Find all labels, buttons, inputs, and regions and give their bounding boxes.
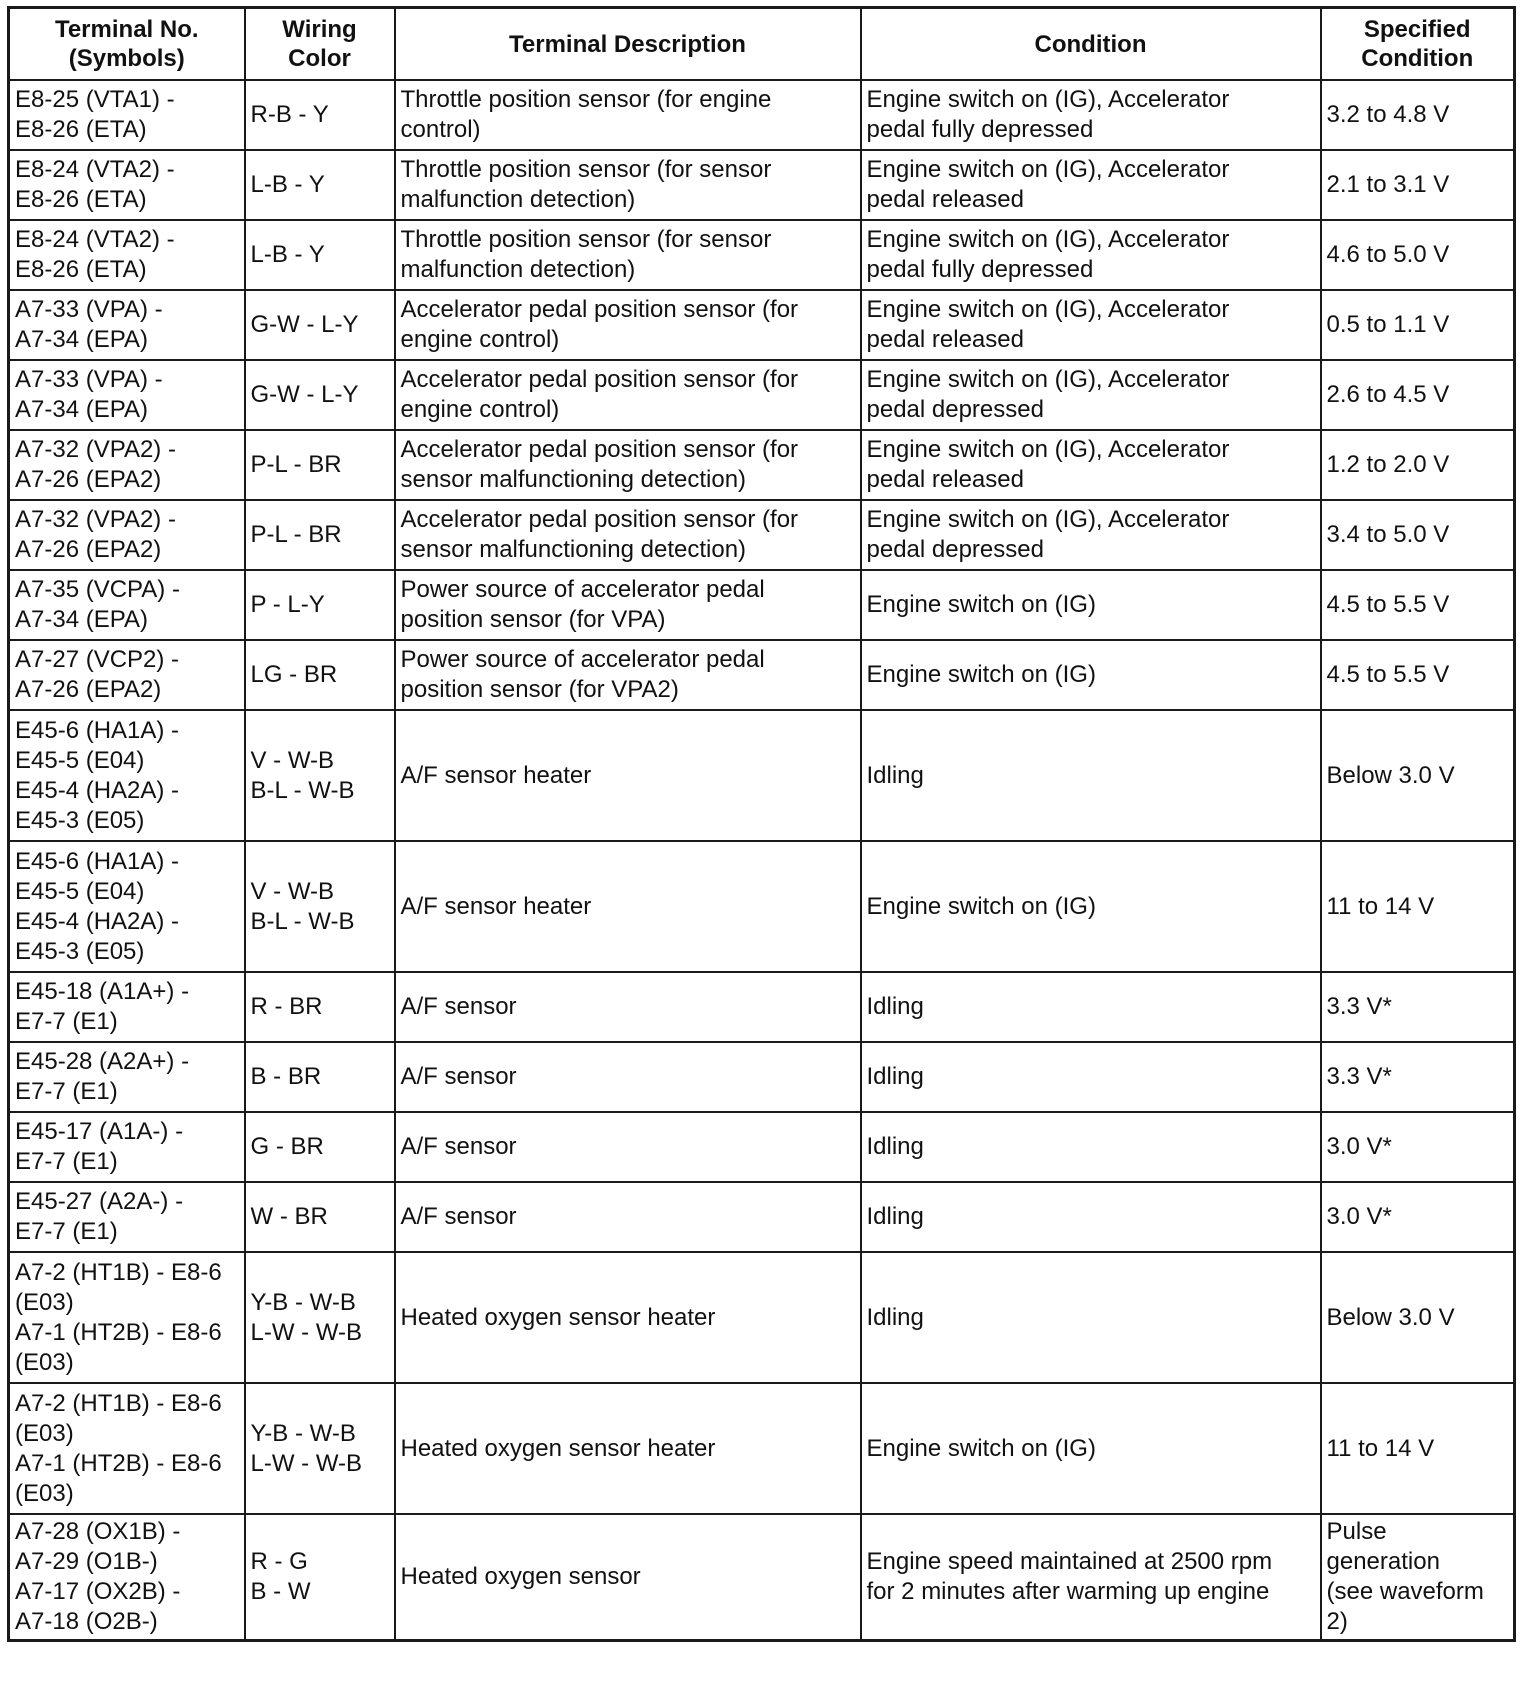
cell-specified: 4.5 to 5.5 V [1321,570,1515,640]
cell-specified: 3.0 V* [1321,1182,1515,1252]
cell-terminal: E8-25 (VTA1) - E8-26 (ETA) [9,80,245,150]
cell-description: Throttle position sensor (for sensor malfunction detection) [395,150,861,220]
cell-condition: Engine switch on (IG), Accelerator pedal fully depressed [861,80,1321,150]
cell-description: Heated oxygen sensor heater [395,1252,861,1383]
table-row [9,220,1515,290]
cell-condition: Engine switch on (IG) [861,1383,1321,1514]
table-row [9,430,1515,500]
cell-wiring: R - G B - W [245,1514,395,1641]
cell-specified: 2.6 to 4.5 V [1321,360,1515,430]
cell-description: Power source of accelerator pedal position sensor (for VPA) [395,570,861,640]
cell-wiring: Y-B - W-B L-W - W-B [245,1252,395,1383]
cell-description: Accelerator pedal position sensor (for engine control) [395,290,861,360]
header-terminal-description: Terminal Description [395,8,861,81]
cell-description: A/F sensor heater [395,841,861,972]
cell-terminal: E8-24 (VTA2) - E8-26 (ETA) [9,220,245,290]
cell-wiring: V - W-B B-L - W-B [245,841,395,972]
table-row [9,710,1515,841]
cell-specified: 1.2 to 2.0 V [1321,430,1515,500]
cell-terminal: A7-33 (VPA) - A7-34 (EPA) [9,290,245,360]
cell-wiring: G - BR [245,1112,395,1182]
cell-wiring: G-W - L-Y [245,360,395,430]
table-row [9,972,1515,1042]
cell-specified: 3.4 to 5.0 V [1321,500,1515,570]
cell-specified: Pulse generation (see waveform 2) [1321,1514,1515,1641]
header-specified-condition: Specified Condition [1321,8,1515,81]
cell-wiring: Y-B - W-B L-W - W-B [245,1383,395,1514]
cell-specified: 4.5 to 5.5 V [1321,640,1515,710]
cell-condition: Engine switch on (IG) [861,570,1321,640]
table-row [9,1383,1515,1514]
cell-description: Throttle position sensor (for sensor malfunction detection) [395,220,861,290]
cell-condition: Engine switch on (IG), Accelerator pedal released [861,150,1321,220]
cell-condition: Idling [861,1252,1321,1383]
cell-condition: Engine switch on (IG) [861,841,1321,972]
table-row [9,1042,1515,1112]
table-row [9,570,1515,640]
cell-wiring: V - W-B B-L - W-B [245,710,395,841]
cell-terminal: E45-18 (A1A+) - E7-7 (E1) [9,972,245,1042]
cell-description: Accelerator pedal position sensor (for sensor malfunctioning detection) [395,430,861,500]
cell-condition: Idling [861,1182,1321,1252]
cell-description: Heated oxygen sensor heater [395,1383,861,1514]
cell-terminal: A7-2 (HT1B) - E8-6 (E03) A7-1 (HT2B) - E8-6 (E03) [9,1383,245,1514]
header-row [9,8,1515,81]
cell-wiring: W - BR [245,1182,395,1252]
cell-description: A/F sensor [395,1112,861,1182]
cell-description: A/F sensor [395,972,861,1042]
cell-specified: Below 3.0 V [1321,710,1515,841]
cell-wiring: P-L - BR [245,430,395,500]
table-row [9,290,1515,360]
cell-specified: Below 3.0 V [1321,1252,1515,1383]
table-row [9,841,1515,972]
cell-condition: Idling [861,972,1321,1042]
cell-terminal: A7-27 (VCP2) - A7-26 (EPA2) [9,640,245,710]
cell-condition: Engine switch on (IG), Accelerator pedal depressed [861,500,1321,570]
cell-description: Heated oxygen sensor [395,1514,861,1641]
cell-specified: 0.5 to 1.1 V [1321,290,1515,360]
terminal-spec-table [7,6,1516,1642]
cell-terminal: E45-6 (HA1A) - E45-5 (E04) E45-4 (HA2A) - E45-3 (E05) [9,710,245,841]
cell-description: A/F sensor [395,1182,861,1252]
cell-terminal: A7-2 (HT1B) - E8-6 (E03) A7-1 (HT2B) - E8-6 (E03) [9,1252,245,1383]
cell-terminal: E45-27 (A2A-) - E7-7 (E1) [9,1182,245,1252]
table-row [9,1182,1515,1252]
cell-wiring: L-B - Y [245,150,395,220]
cell-wiring: LG - BR [245,640,395,710]
header-wiring-color: Wiring Color [245,8,395,81]
cell-specified: 3.3 V* [1321,1042,1515,1112]
cell-description: Accelerator pedal position sensor (for engine control) [395,360,861,430]
table-row [9,640,1515,710]
cell-specified: 4.6 to 5.0 V [1321,220,1515,290]
table-row [9,1112,1515,1182]
cell-specified: 3.0 V* [1321,1112,1515,1182]
cell-condition: Engine speed maintained at 2500 rpm for 2 minutes after warming up engine [861,1514,1321,1641]
cell-description: Throttle position sensor (for engine control) [395,80,861,150]
cell-wiring: L-B - Y [245,220,395,290]
cell-condition: Engine switch on (IG), Accelerator pedal depressed [861,360,1321,430]
cell-condition: Idling [861,1112,1321,1182]
cell-terminal: A7-28 (OX1B) - A7-29 (O1B-) A7-17 (OX2B) - A7-18 (O2B-) [9,1514,245,1641]
cell-terminal: A7-33 (VPA) - A7-34 (EPA) [9,360,245,430]
cell-condition: Idling [861,710,1321,841]
cell-condition: Idling [861,1042,1321,1112]
cell-wiring: R-B - Y [245,80,395,150]
cell-terminal: E45-6 (HA1A) - E45-5 (E04) E45-4 (HA2A) - E45-3 (E05) [9,841,245,972]
cell-specified: 2.1 to 3.1 V [1321,150,1515,220]
cell-terminal: A7-35 (VCPA) - A7-34 (EPA) [9,570,245,640]
cell-condition: Engine switch on (IG) [861,640,1321,710]
table-row [9,1252,1515,1383]
terminal-spec-sheet [7,6,1513,1642]
cell-wiring: B - BR [245,1042,395,1112]
cell-specified: 3.2 to 4.8 V [1321,80,1515,150]
table-row [9,150,1515,220]
table-row [9,80,1515,150]
cell-terminal: E45-28 (A2A+) - E7-7 (E1) [9,1042,245,1112]
cell-wiring: G-W - L-Y [245,290,395,360]
cell-terminal: A7-32 (VPA2) - A7-26 (EPA2) [9,500,245,570]
cell-wiring: P - L-Y [245,570,395,640]
cell-description: A/F sensor heater [395,710,861,841]
cell-condition: Engine switch on (IG), Accelerator pedal released [861,430,1321,500]
cell-terminal: E8-24 (VTA2) - E8-26 (ETA) [9,150,245,220]
table-row [9,360,1515,430]
header-condition: Condition [861,8,1321,81]
cell-description: Power source of accelerator pedal position sensor (for VPA2) [395,640,861,710]
table-row [9,1514,1515,1641]
cell-wiring: P-L - BR [245,500,395,570]
cell-wiring: R - BR [245,972,395,1042]
cell-description: A/F sensor [395,1042,861,1112]
header-terminal-no: Terminal No. (Symbols) [9,8,245,81]
cell-condition: Engine switch on (IG), Accelerator pedal fully depressed [861,220,1321,290]
table-row [9,500,1515,570]
cell-description: Accelerator pedal position sensor (for sensor malfunctioning detection) [395,500,861,570]
cell-terminal: A7-32 (VPA2) - A7-26 (EPA2) [9,430,245,500]
cell-specified: 11 to 14 V [1321,841,1515,972]
cell-terminal: E45-17 (A1A-) - E7-7 (E1) [9,1112,245,1182]
cell-condition: Engine switch on (IG), Accelerator pedal released [861,290,1321,360]
cell-specified: 11 to 14 V [1321,1383,1515,1514]
cell-specified: 3.3 V* [1321,972,1515,1042]
